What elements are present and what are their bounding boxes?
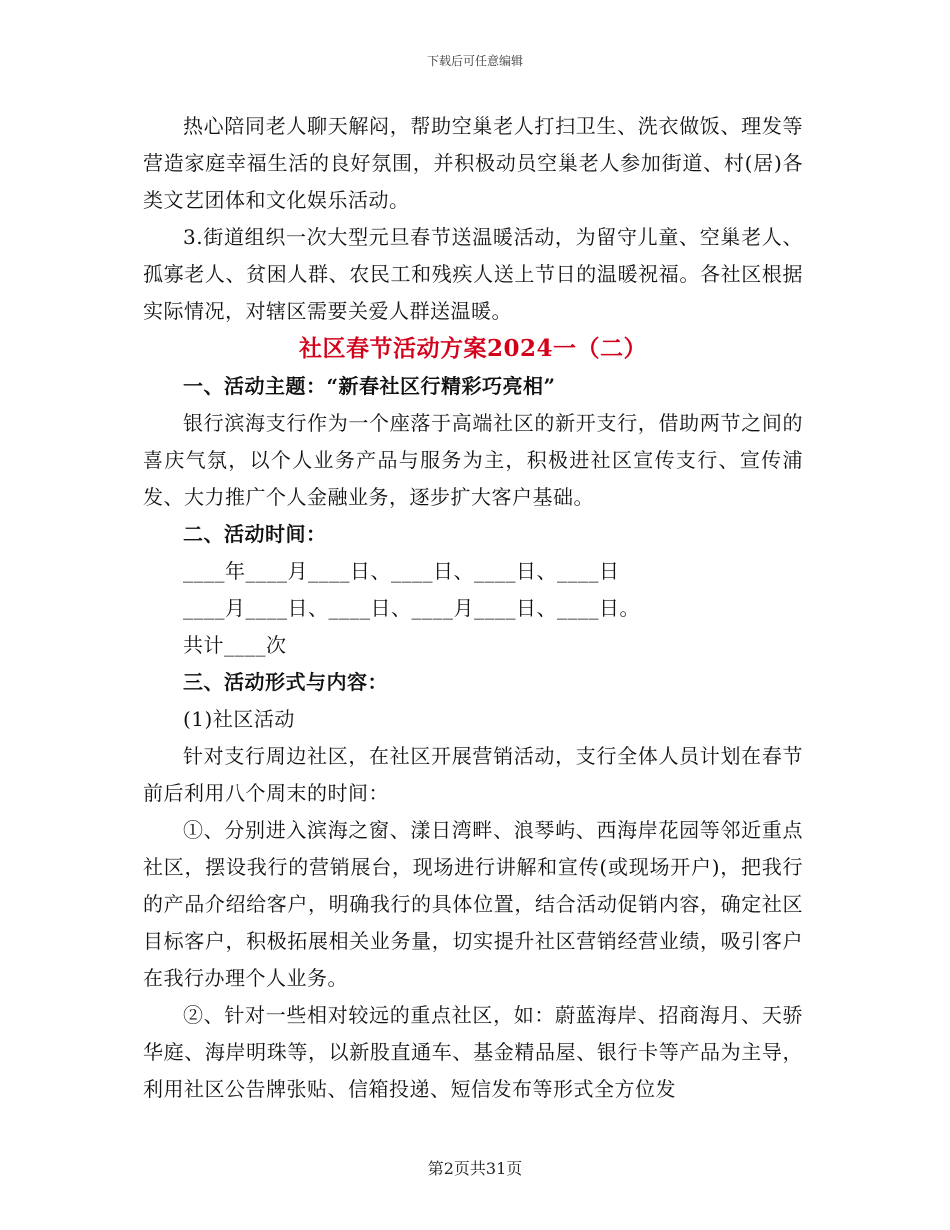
paragraph-community-plan: 针对支行周边社区，在社区开展营销活动，支行全体人员计划在春节前后利用八个周末的时间： <box>143 744 803 805</box>
paragraph-holiday-warmth: 3.街道组织一次大型元旦春节送温暖活动，为留守儿童、空巢老人、孤寡老人、贫困人群、农民工和残疾人送上节日的温暖祝福。各社区根据实际情况，对辖区需要关爱人群送温暖。 <box>143 225 803 323</box>
paragraph-item-1: ①、分别进入滨海之窗、漾日湾畔、浪琴屿、西海岸花园等邻近重点社区，摆设我行的营销展台，现场进行讲解和宣传(或现场开户)，把我行的产品介绍给客户，明确我行的具体位置，结合活动促销内容，确定社区目标客户，积极拓展相关业务量，切实提升社区营销经营业绩，吸引客户在我行办理个人业务。 <box>143 818 803 990</box>
heading-theme: 一、活动主题：“新春社区行精彩巧亮相” <box>183 374 556 398</box>
time-line-1: ____年____月____日、____日、____日、____日 <box>183 559 620 583</box>
page-header: 下载后可任意编辑 <box>426 54 523 68</box>
heading-time: 二、活动时间： <box>183 522 327 546</box>
paragraph-item-2: ②、针对一些相对较远的重点社区，如：蔚蓝海岸、招商海月、天骄华庭、海岸明珠等，以新股直通车、基金精品屋、银行卡等产品为主导，利用社区公告牌张贴、信箱投递、短信发布等形式全方位发 <box>143 1003 803 1101</box>
page-footer: 第2页共31页 <box>427 1159 523 1178</box>
document-body <box>143 108 803 1108</box>
subheading-community: (1)社区活动 <box>183 707 295 731</box>
paragraph-branch-intro: 银行滨海支行作为一个座落于高端社区的新开支行，借助两节之间的喜庆气氛，以个人业务产品与服务为主，积极进社区宣传支行、宣传浦发、大力推广个人金融业务，逐步扩大客户基础。 <box>143 411 803 509</box>
time-line-3: 共计____次 <box>183 633 287 657</box>
heading-format: 三、活动形式与内容： <box>183 670 388 694</box>
paragraph-elderly-care: 热心陪同老人聊天解闷，帮助空巢老人打扫卫生、洗衣做饭、理发等营造家庭幸福生活的良好氛围，并积极动员空巢老人参加街道、村(居)各类文艺团体和文化娱乐活动。 <box>143 114 803 212</box>
time-line-2: ____月____日、____日、____月____日、____日。 <box>183 596 640 620</box>
section-title: 社区春节活动方案2024一（二） <box>298 335 647 362</box>
